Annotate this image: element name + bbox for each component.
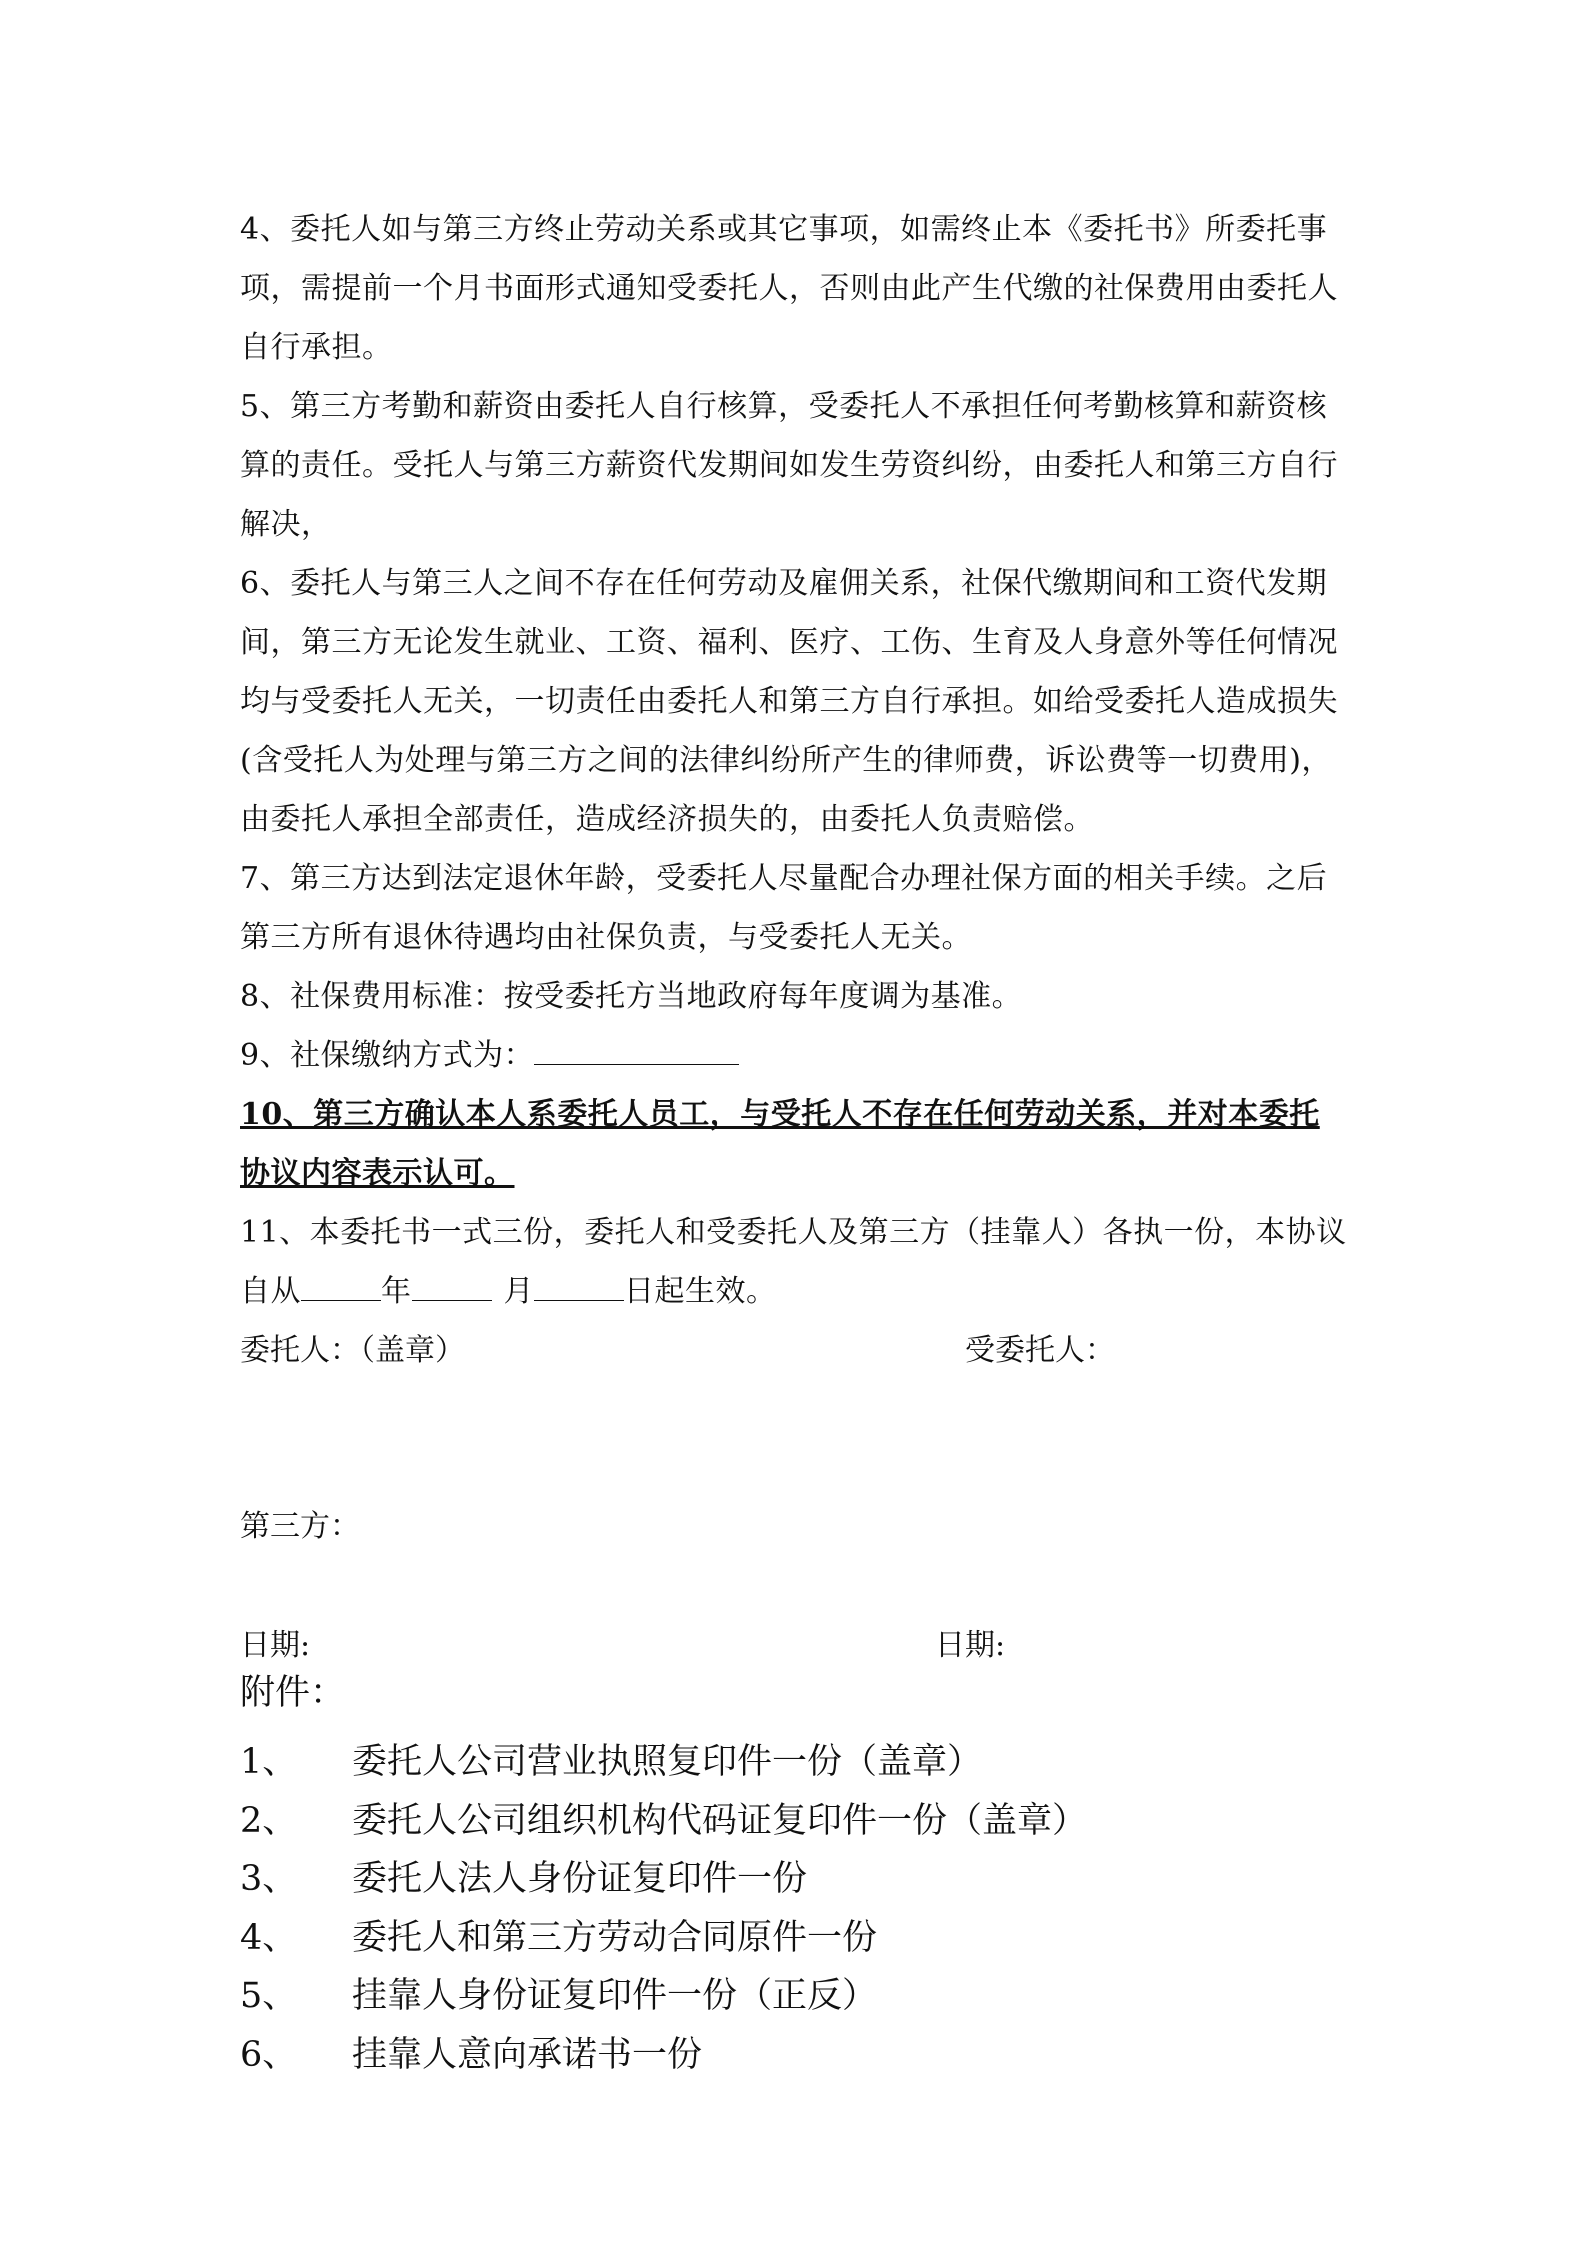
clause-5: 5、第三方考勤和薪资由委托人自行核算，受委托人不承担任何考勤核算和薪资核算的责任。受托人与第三方薪资代发期间如发生劳资纠纷，由委托人和第三方自行解决，: [240, 389, 1338, 542]
third-party-label: 第三方：: [240, 1509, 360, 1544]
clause-9: [240, 1026, 1350, 1085]
date-right-label: 日期:: [935, 1628, 1006, 1663]
payment-method-blank: [534, 1036, 739, 1065]
attachment-item-1: [240, 1733, 1087, 1792]
clause-8: 8、社保费用标准：按受委托方当地政府每年度调为基准。: [240, 979, 1023, 1014]
attachment-item-4: [240, 1909, 1087, 1968]
attachment-item-2: [240, 1792, 1087, 1851]
attachment-number: 2、: [240, 1800, 298, 1841]
effective-label: 日起生效。: [624, 1274, 777, 1309]
principal-seal-label: 委托人：（盖章）: [240, 1333, 465, 1368]
clause-9-label: 9、社保缴纳方式为：: [240, 1038, 535, 1073]
clause-10-text: 10、第三方确认本人系委托人员工，与受托人不存在任何劳动关系，并对本委托协议内容表示认可。: [240, 1097, 1320, 1191]
day-blank: [534, 1272, 624, 1301]
attachment-item-3: [240, 1850, 1087, 1909]
clause-10: [240, 1085, 1350, 1203]
attachment-text: 委托人公司营业执照复印件一份（盖章）: [352, 1742, 983, 1782]
clause-4: 4、委托人如与第三方终止劳动关系或其它事项，如需终止本《委托书》所委托事项，需提前一个月书面形式通知受委托人，否则由此产生代缴的社保费用由委托人自行承担。: [240, 212, 1338, 365]
clause-11-text: 11、本委托书一式三份，委托人和受委托人及第三方（挂靠人）各执一份，本协议自从: [240, 1215, 1347, 1309]
clause-7: 7、第三方达到法定退休年龄，受委托人尽量配合办理社保方面的相关手续。之后第三方所有退休待遇均由社保负责，与受委托人无关。: [240, 861, 1328, 955]
attachment-number: 5、: [240, 1976, 298, 2017]
month-label: 月: [503, 1274, 534, 1309]
attachment-number: 6、: [240, 2034, 298, 2075]
agent-label: 受委托人：: [965, 1333, 1115, 1368]
month-blank: [412, 1272, 492, 1301]
attachment-number: 3、: [240, 1859, 298, 1900]
year-label: 年: [381, 1274, 412, 1309]
attachment-text: 挂靠人意向承诺书一份: [352, 2034, 703, 2075]
attachments-title: 附件：: [240, 1673, 346, 1713]
date-left-label: 日期:: [240, 1628, 311, 1663]
attachments-list: [240, 1733, 1087, 2085]
attachment-item-6: [240, 2026, 1087, 2085]
attachment-number: 4、: [240, 1917, 298, 1958]
clause-6: 6、委托人与第三人之间不存在任何劳动及雇佣关系，社保代缴期间和工资代发期间，第三方无论发生就业、工资、福利、医疗、工伤、生育及人身意外等任何情况均与受委托人无关，一切责任由委托人和第三方自行承担。如给受委托人造成损失(含受托人为处理与第三方之间的法律纠纷所产生的律师费，诉讼费等一切费用)，由委托人承担全部责任，造成经济损失的，由委托人负责赔偿。: [240, 566, 1338, 837]
year-blank: [301, 1272, 381, 1301]
attachment-text: 委托人公司组织机构代码证复印件一份（盖章）: [352, 1800, 1088, 1841]
clause-11: [240, 1203, 1350, 1321]
attachment-text: 委托人和第三方劳动合同原件一份: [352, 1917, 878, 1958]
attachment-text: 委托人法人身份证复印件一份: [352, 1859, 808, 1900]
attachment-text: 挂靠人身份证复印件一份（正反）: [352, 1976, 878, 2017]
attachment-number: 1、: [240, 1742, 298, 1782]
attachment-item-5: [240, 1967, 1087, 2026]
